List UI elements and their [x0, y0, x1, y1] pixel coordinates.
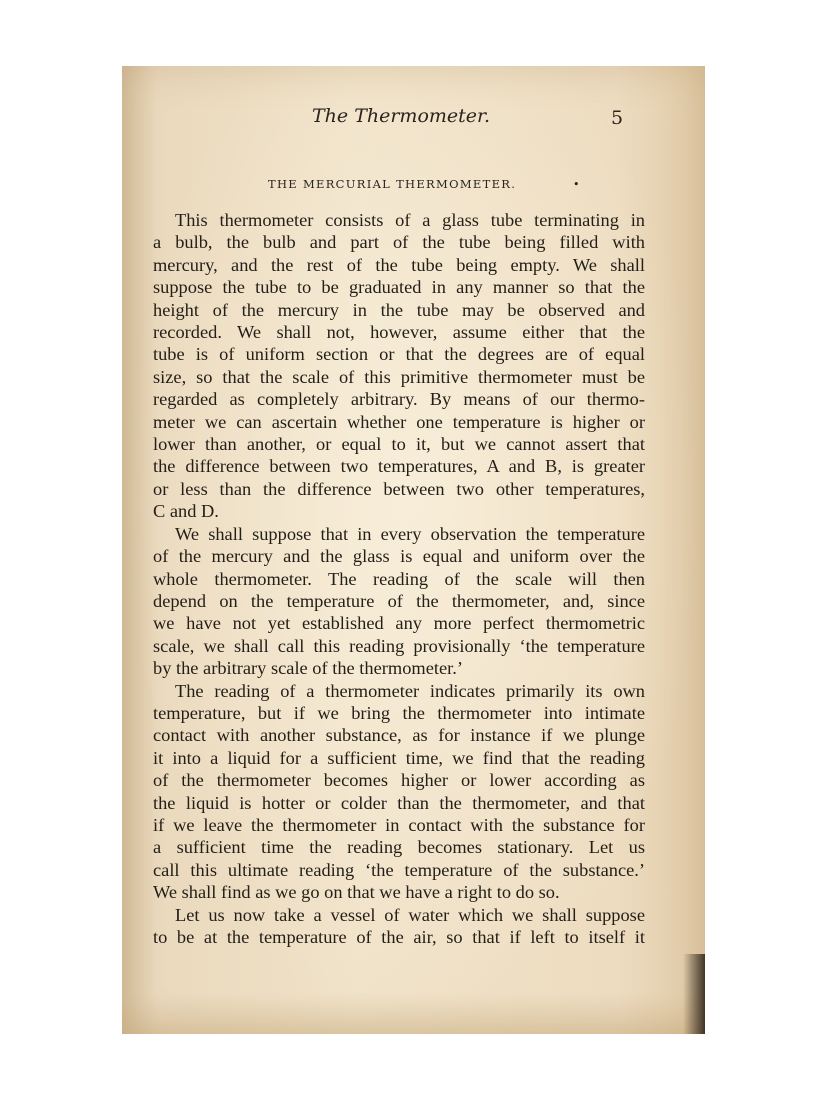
- text-line: scale, we shall call this reading provisionally ‘the temperature: [153, 635, 645, 656]
- text-line: tube is of uniform section or that the degrees are of equal: [153, 344, 645, 365]
- text-line: We shall find as we go on that we have a right to do so.: [153, 882, 560, 903]
- text-line: of the thermometer becomes higher or lower according as: [153, 770, 645, 791]
- section-title: THE MERCURIAL THERMOMETER.: [268, 177, 517, 191]
- text-line: temperature, but if we bring the thermometer into intimate: [153, 702, 645, 723]
- running-head: [122, 105, 705, 135]
- text-line: regarded as completely arbitrary. By means of our thermo-: [153, 389, 645, 410]
- page-number: 5: [611, 107, 624, 129]
- text-line: suppose the tube to be graduated in any manner so that the: [153, 277, 645, 298]
- paragraph-4: [153, 904, 645, 949]
- text-line: C and D.: [153, 501, 219, 522]
- text-line: contact with another substance, as for instance if we plunge: [153, 725, 645, 746]
- text-line: a sufficient time the reading becomes stationary. Let us: [153, 837, 645, 858]
- page-bottom-shading: [122, 994, 705, 1034]
- text-line: to be at the temperature of the air, so that if left to itself it: [153, 927, 645, 947]
- book-page: [122, 66, 705, 1034]
- text-line: of the mercury and the glass is equal and uniform over the: [153, 546, 645, 567]
- text-line: we have not yet established any more perfect thermometric: [153, 613, 645, 634]
- text-line: it into a liquid for a sufficient time, we find that the reading: [153, 747, 645, 768]
- text-line: size, so that the scale of this primitive thermometer must be: [153, 366, 645, 387]
- text-line: Let us now take a vessel of water which we shall suppose: [175, 904, 645, 925]
- running-title: The Thermometer.: [312, 105, 491, 127]
- text-line: or less than the difference between two other temperatures,: [153, 478, 645, 499]
- body-text: [153, 209, 645, 948]
- paragraph-3: [153, 680, 645, 904]
- text-line: meter we can ascertain whether one temperature is higher or: [153, 411, 645, 432]
- text-line: recorded. We shall not, however, assume either that the: [153, 322, 645, 343]
- text-line: whole thermometer. The reading of the scale will then: [153, 568, 645, 589]
- text-line: The reading of a thermometer indicates primarily its own: [175, 680, 645, 701]
- section-mark: •: [573, 178, 580, 191]
- text-line: We shall suppose that in every observation the temperature: [175, 523, 645, 544]
- text-line: mercury, and the rest of the tube being empty. We shall: [153, 254, 645, 275]
- paragraph-2: [153, 523, 645, 680]
- text-line: This thermometer consists of a glass tube terminating in: [175, 210, 645, 230]
- text-line: by the arbitrary scale of the thermometer.’: [153, 658, 463, 679]
- text-line: depend on the temperature of the thermometer, and, since: [153, 590, 645, 611]
- text-line: a bulb, the bulb and part of the tube being filled with: [153, 232, 645, 253]
- text-line: the liquid is hotter or colder than the thermometer, and that: [153, 792, 645, 813]
- text-line: if we leave the thermometer in contact with the substance for: [153, 814, 645, 835]
- text-line: the difference between two temperatures, A and B, is greater: [153, 456, 645, 477]
- text-line: call this ultimate reading ‘the temperature of the substance.’: [153, 859, 645, 880]
- page-corner-shadow: [683, 954, 705, 1034]
- text-line: lower than another, or equal to it, but we cannot assert that: [153, 434, 645, 455]
- text-line: height of the mercury in the tube may be observed and: [153, 299, 645, 320]
- paragraph-1: [153, 209, 645, 523]
